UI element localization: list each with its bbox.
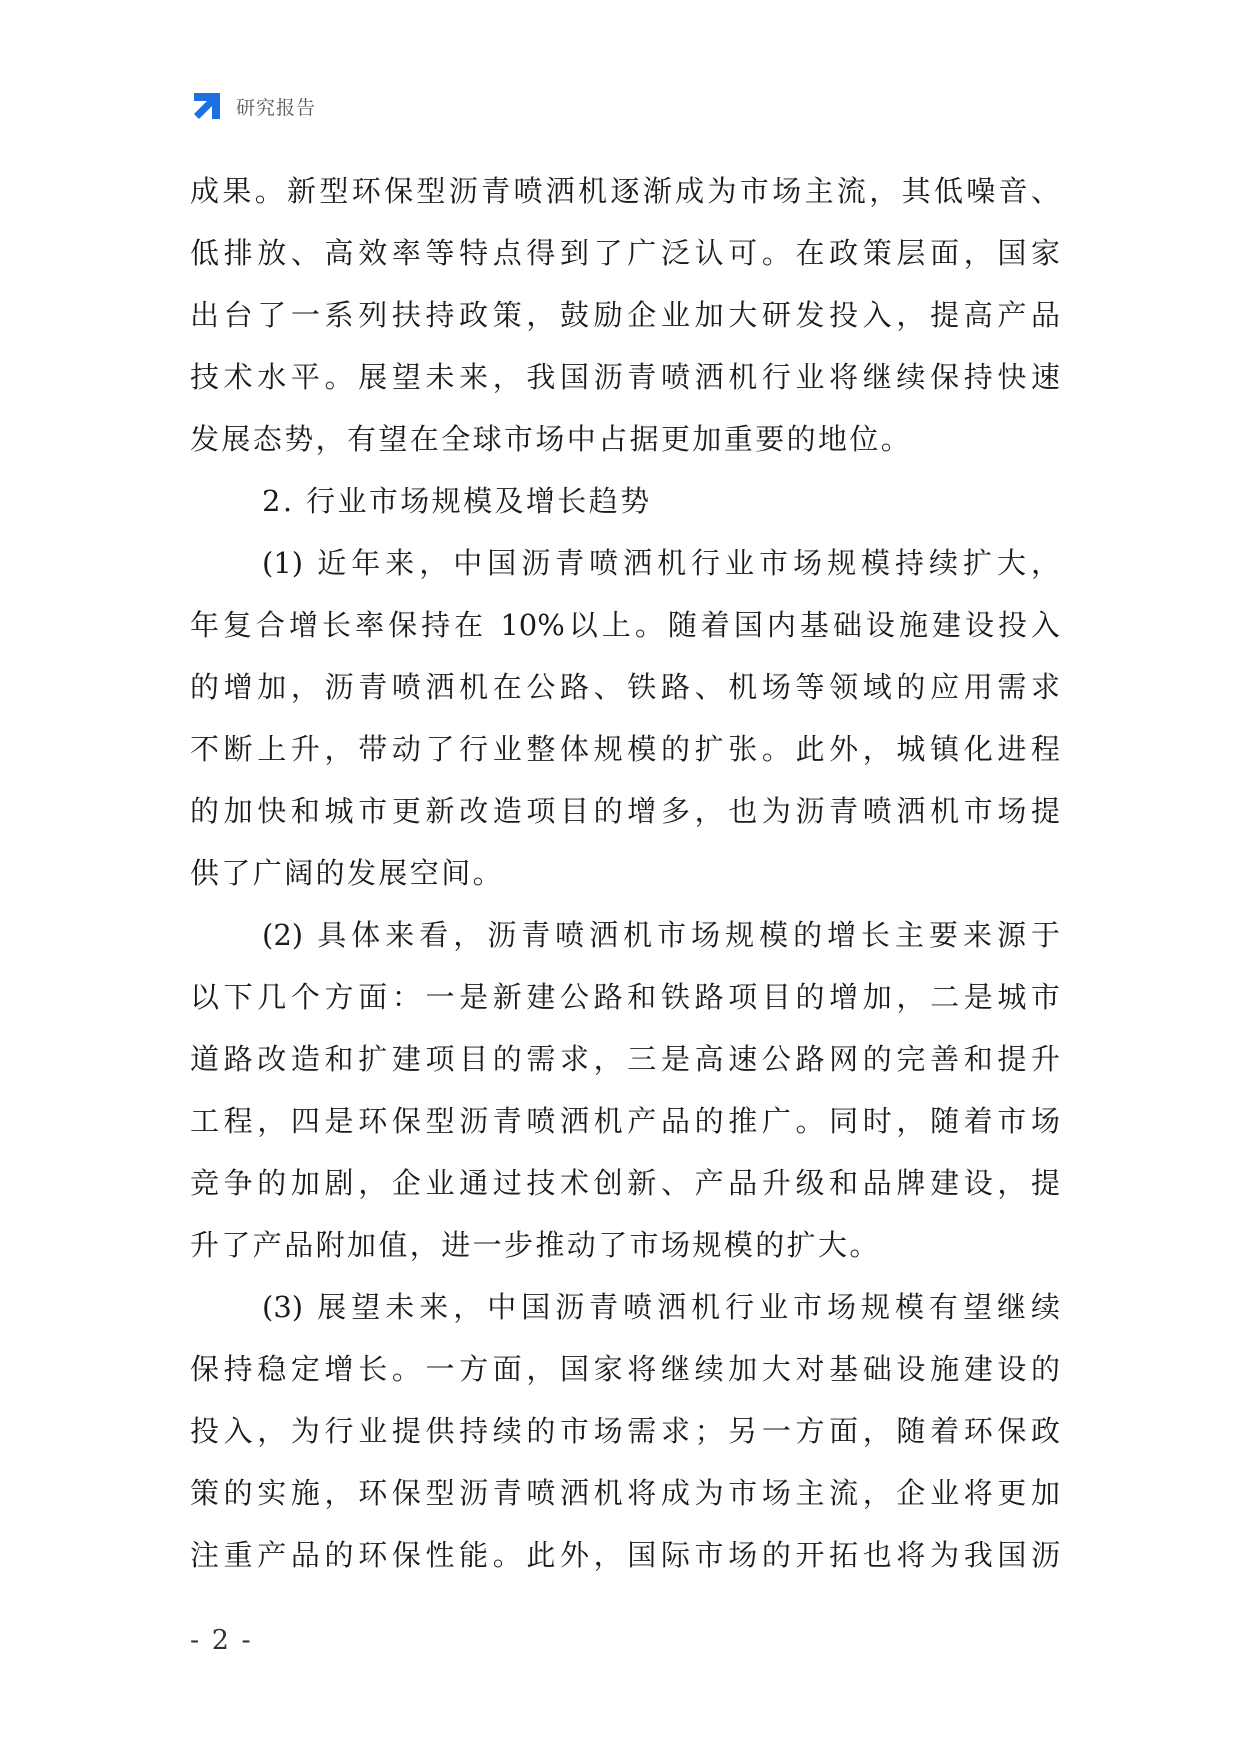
text-line: 保持稳定增长。一方面，国家将继续加大对基础设施建设的	[190, 1352, 1060, 1386]
text-line: 发展态势，有望在全球市场中占据更加重要的地位。	[190, 422, 913, 456]
document-body	[190, 160, 1060, 1586]
report-header	[190, 88, 316, 124]
text-line: 不断上升，带动了行业整体规模的扩张。此外，城镇化进程	[190, 732, 1060, 766]
page-number: - 2 -	[190, 1625, 253, 1656]
text-line: 升了产品附加值，进一步推动了市场规模的扩大。	[190, 1228, 881, 1262]
text-line: 技术水平。展望未来，我国沥青喷洒机行业将继续保持快速	[190, 360, 1060, 394]
text-line: 竞争的加剧，企业通过技术创新、产品升级和品牌建设，提	[190, 1166, 1060, 1200]
text-line: 注重产品的环保性能。此外，国际市场的开拓也将为我国沥	[190, 1538, 1060, 1572]
text-line: 策的实施，环保型沥青喷洒机将成为市场主流，企业将更加	[190, 1476, 1060, 1510]
header-title: 研究报告	[236, 96, 317, 119]
text-line: 2. 行业市场规模及增长趋势	[262, 484, 652, 518]
text-line: 投入，为行业提供持续的市场需求；另一方面，随着环保政	[190, 1414, 1060, 1448]
arrow-up-right-icon	[190, 89, 224, 123]
text-line: (3) 展望未来，中国沥青喷洒机行业市场规模有望继续	[262, 1290, 1060, 1324]
text-line: 道路改造和扩建项目的需求，三是高速公路网的完善和提升	[190, 1042, 1060, 1076]
text-line: (1) 近年来，中国沥青喷洒机行业市场规模持续扩大，	[262, 546, 1060, 580]
text-line: 低排放、高效率等特点得到了广泛认可。在政策层面，国家	[190, 236, 1060, 270]
text-line: 的增加，沥青喷洒机在公路、铁路、机场等领域的应用需求	[190, 670, 1060, 704]
text-line: 工程，四是环保型沥青喷洒机产品的推广。同时，随着市场	[190, 1104, 1060, 1138]
text-line: 供了广阔的发展空间。	[190, 856, 505, 890]
text-line: 的加快和城市更新改造项目的增多，也为沥青喷洒机市场提	[190, 794, 1060, 828]
text-line: 出台了一系列扶持政策，鼓励企业加大研发投入，提高产品	[190, 298, 1060, 332]
text-line: 以下几个方面：一是新建公路和铁路项目的增加，二是城市	[190, 980, 1060, 1014]
text-line: 成果。新型环保型沥青喷洒机逐渐成为市场主流，其低噪音、	[190, 174, 1060, 208]
text-line: 年复合增长率保持在 10%以上。随着国内基础设施建设投入	[190, 608, 1060, 642]
text-line: (2) 具体来看，沥青喷洒机市场规模的增长主要来源于	[262, 918, 1060, 952]
